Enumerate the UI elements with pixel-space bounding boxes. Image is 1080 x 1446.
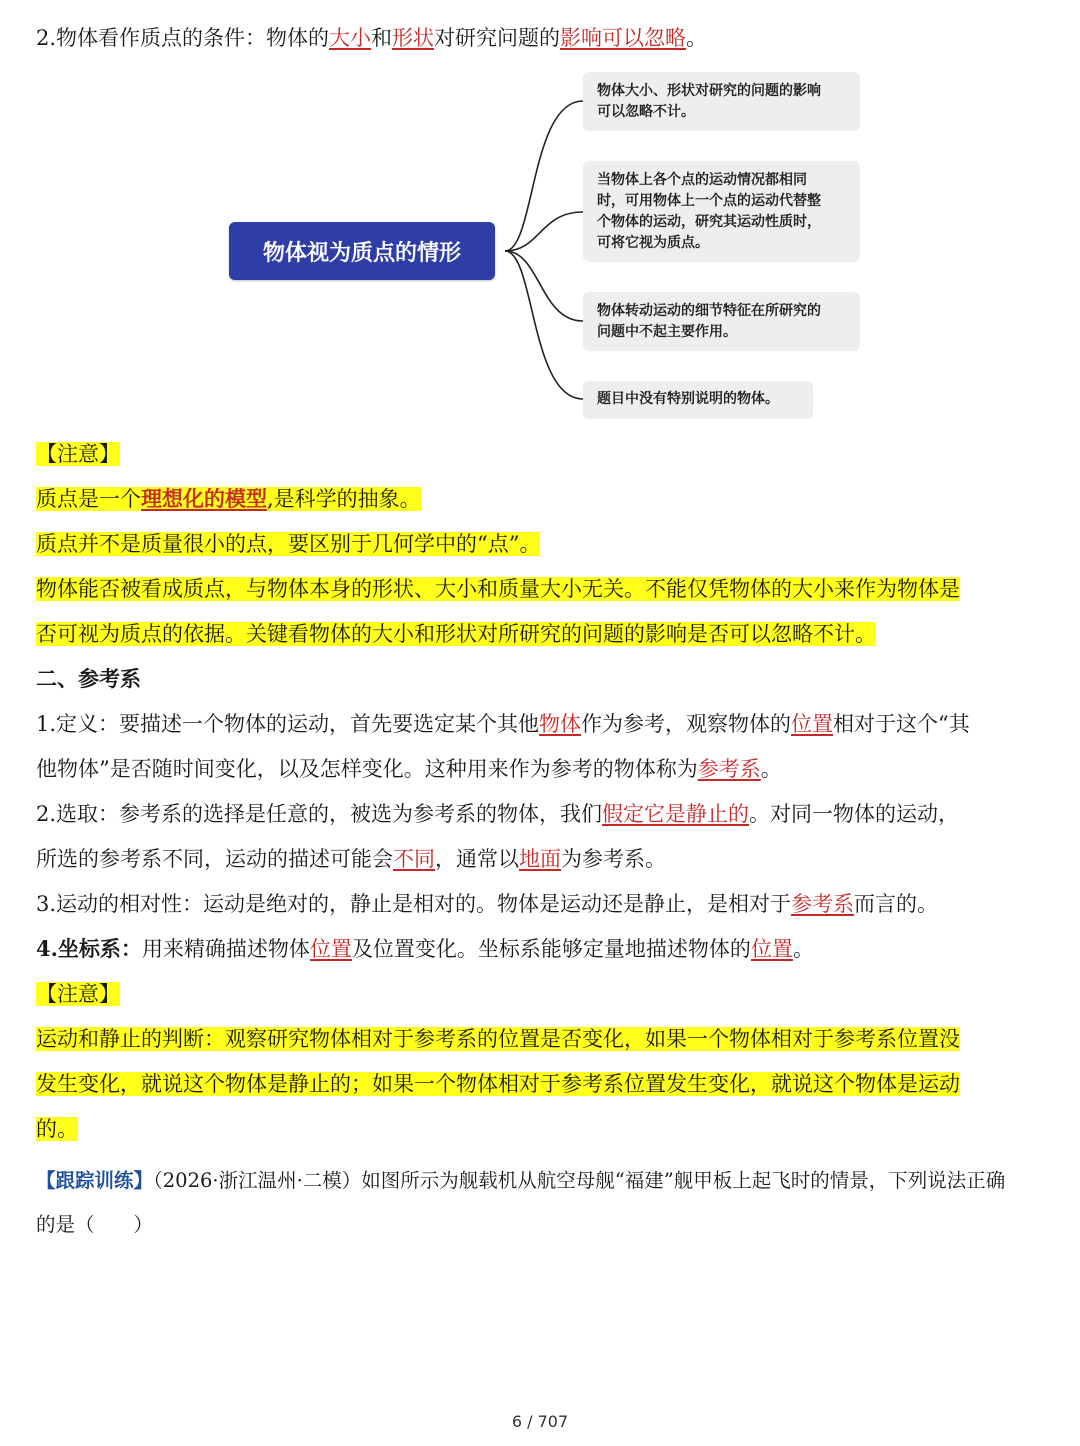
mindmap-node-4: 题目中没有特别说明的物体。 bbox=[583, 381, 813, 419]
note-tag-1 bbox=[36, 439, 120, 469]
definition-line-2 bbox=[36, 754, 782, 784]
coord-f: 。 bbox=[792, 937, 814, 961]
condition-and: 和 bbox=[371, 26, 393, 50]
note1-line-1 bbox=[36, 484, 421, 514]
note1-l3: 物体能否被看成质点，与物体本身的形状、大小和质量大小无关。不能仅凭物体的大小来作为物体是 bbox=[36, 577, 960, 601]
note2-line-1 bbox=[36, 1024, 960, 1054]
note1-l1-c: ,是科学的抽象。 bbox=[267, 487, 421, 511]
page-number: 6 / 707 bbox=[511, 1412, 569, 1431]
note1-line-2 bbox=[36, 529, 540, 559]
note2-l2: 发生变化，就说这个物体是静止的；如果一个物体相对于参考系位置发生变化，就说这个物体是运动 bbox=[36, 1072, 960, 1096]
select-d: 所选的参考系不同，运动的描述可能会 bbox=[36, 847, 393, 871]
keyword-ideal-model: 理想化的模型 bbox=[141, 486, 267, 511]
note1-l2: 质点并不是质量很小的点，要区别于几何学中的“点”。 bbox=[36, 532, 541, 556]
relativity-line bbox=[36, 889, 938, 919]
note1-l4: 否可视为质点的依据。关键看物体的大小和形状对所研究的问题的影响是否可以忽略不计。 bbox=[36, 622, 876, 646]
section-title-reference-frame: 二、参考系 bbox=[36, 666, 141, 691]
keyword-position-3: 位置 bbox=[750, 937, 793, 961]
select-c: 。对同一物体的运动， bbox=[749, 802, 960, 826]
keyword-ground: 地面 bbox=[519, 847, 561, 871]
note2-line-2 bbox=[36, 1069, 960, 1099]
note-tag-2-text: 【注意】 bbox=[36, 982, 120, 1006]
note1-line-3 bbox=[36, 574, 960, 604]
mindmap-connectors bbox=[0, 0, 1080, 440]
note2-line-3 bbox=[36, 1114, 78, 1144]
condition-mid: 对研究问题的 bbox=[434, 26, 561, 50]
note2-l1: 运动和静止的判断：观察研究物体相对于参考系的位置是否变化，如果一个物体相对于参考系位置没 bbox=[36, 1027, 960, 1051]
practice-l1: （2026·浙江温州·二模）如图所示为舰载机从航空母舰“福建”舰甲板上起飞时的情景，下列说法正确 bbox=[153, 1169, 1006, 1192]
keyword-object: 物体 bbox=[539, 712, 582, 736]
keyword-shape: 形状 bbox=[392, 26, 435, 50]
coord-d: 及位置变化。坐标系能够定量地描述物体的 bbox=[351, 937, 751, 961]
note2-l3: 的。 bbox=[36, 1117, 78, 1141]
definition-line-1 bbox=[36, 709, 970, 739]
relative-a: 3.运动的相对性：运动是绝对的，静止是相对的。物体是运动还是静止，是相对于 bbox=[36, 892, 792, 916]
condition-prefix: 2.物体看作质点的条件：物体的 bbox=[36, 26, 330, 50]
keyword-reference-frame: 参考系 bbox=[697, 757, 761, 781]
keyword-assume-static: 假定它是静止的 bbox=[602, 802, 750, 826]
keyword-ignorable: 影响可以忽略 bbox=[560, 26, 687, 50]
note1-line-4 bbox=[36, 619, 876, 649]
select-f: ，通常以 bbox=[435, 847, 519, 871]
def-e: 相对于这个“其 bbox=[833, 712, 970, 736]
def-h: 。 bbox=[760, 757, 782, 781]
condition-end: 。 bbox=[686, 26, 708, 50]
practice-line-1 bbox=[36, 1166, 1005, 1196]
practice-tag: 【跟踪训练】 bbox=[36, 1169, 154, 1192]
mindmap-node-3: 物体转动运动的细节特征在所研究的 问题中不起主要作用。 bbox=[583, 292, 860, 351]
coord-label: 4.坐标系： bbox=[36, 936, 142, 961]
def-c: 作为参考，观察物体的 bbox=[581, 712, 792, 736]
def-a: 1.定义：要描述一个物体的运动，首先要选定某个其他 bbox=[36, 712, 540, 736]
mindmap-node-2: 当物体上各个点的运动情况都相同 时，可用物体上一个点的运动代替整 个物体的运动，研究其运动性质时， 可将它视为质点。 bbox=[583, 161, 860, 262]
coordinate-line bbox=[36, 934, 814, 964]
keyword-different: 不同 bbox=[393, 847, 435, 871]
keyword-position-2: 位置 bbox=[309, 937, 352, 961]
keyword-reference-frame-2: 参考系 bbox=[791, 892, 855, 916]
relative-c: 而言的。 bbox=[854, 892, 939, 916]
def-f: 他物体”是否随时间变化，以及怎样变化。这种用来作为参考的物体称为 bbox=[36, 757, 698, 781]
keyword-position: 位置 bbox=[791, 712, 834, 736]
mindmap-node-1: 物体大小、形状对研究的问题的影响 可以忽略不计。 bbox=[583, 72, 860, 131]
mindmap-center: 物体视为质点的情形 bbox=[229, 222, 495, 280]
note-tag-1-text: 【注意】 bbox=[36, 442, 120, 466]
practice-line-2: 的是（ ） bbox=[36, 1213, 154, 1236]
coord-b: 用来精确描述物体 bbox=[141, 937, 310, 961]
select-h: 为参考系。 bbox=[561, 847, 666, 871]
selection-line-2 bbox=[36, 844, 666, 874]
note-tag-2 bbox=[36, 979, 120, 1009]
select-a: 2.选取：参考系的选择是任意的，被选为参考系的物体，我们 bbox=[36, 802, 603, 826]
keyword-size: 大小 bbox=[329, 26, 372, 50]
note1-l1-a: 质点是一个 bbox=[36, 487, 141, 511]
selection-line-1 bbox=[36, 799, 959, 829]
